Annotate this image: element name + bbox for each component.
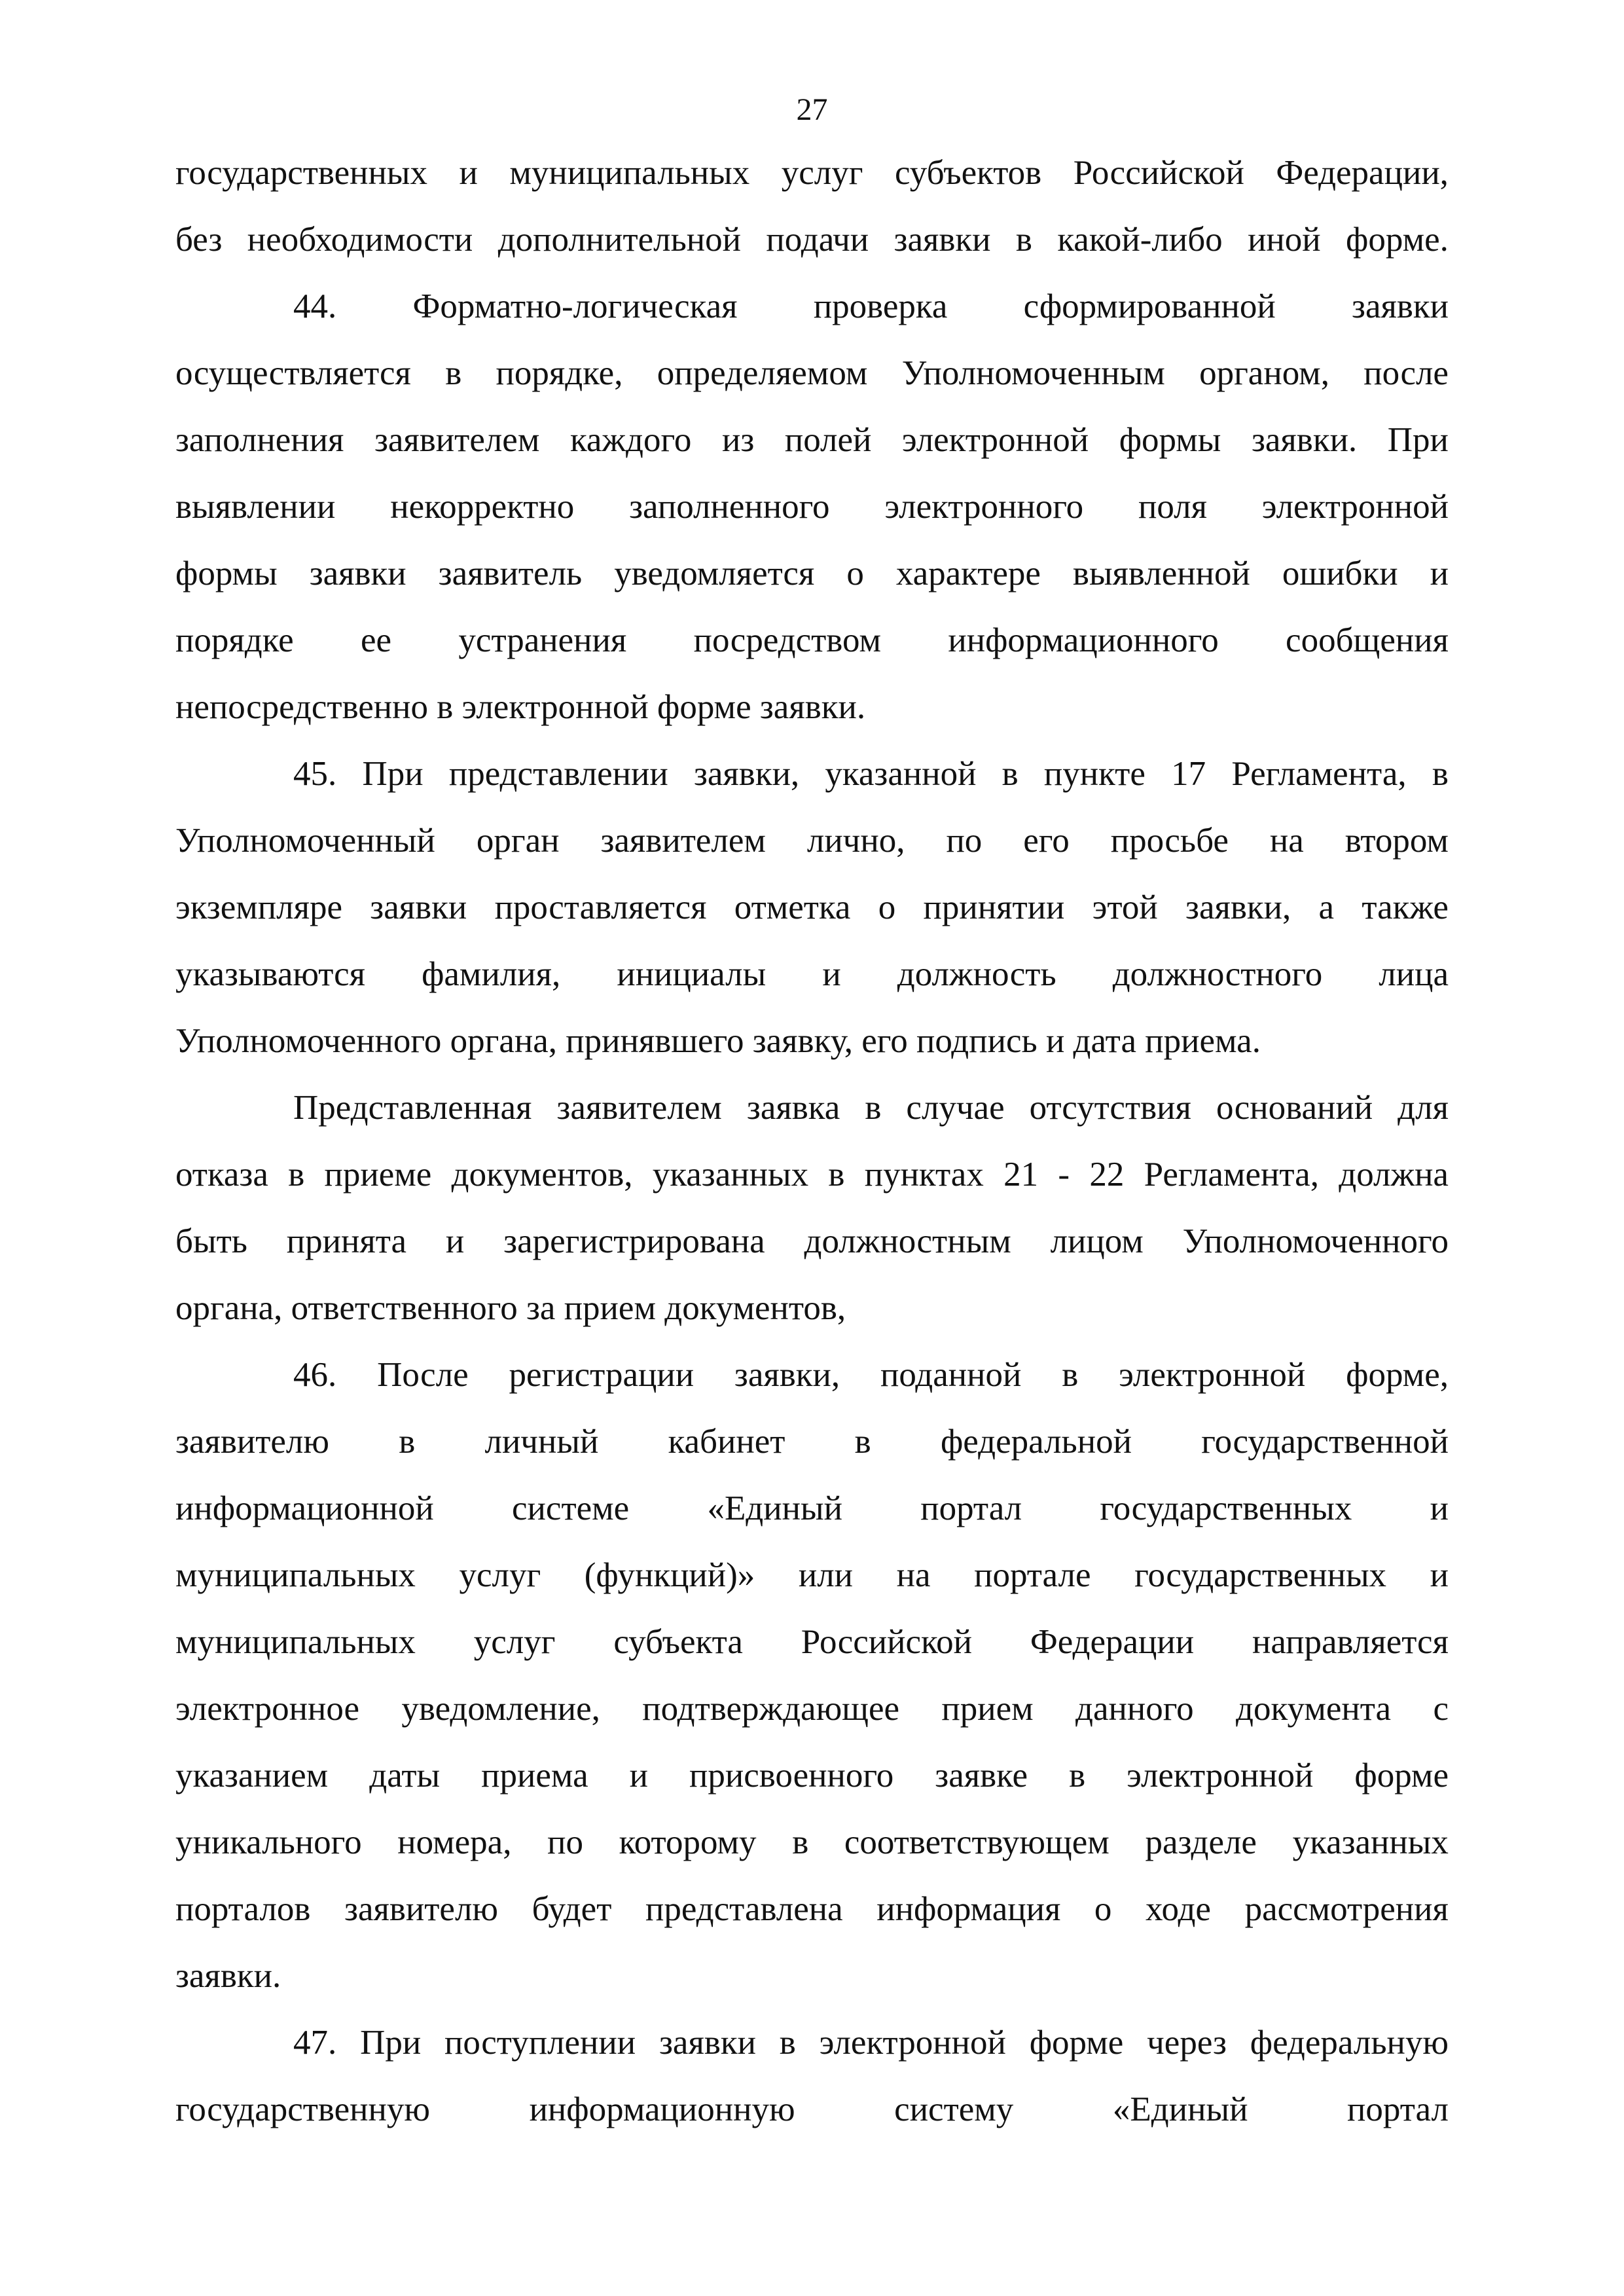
text-line <box>175 1341 1449 1408</box>
word: заявки <box>309 555 406 592</box>
word: 22 <box>1089 1156 1125 1194</box>
word: также <box>1362 888 1449 926</box>
word: принята <box>286 1222 407 1260</box>
word: должна <box>1339 1156 1449 1194</box>
word: соответствующем <box>844 1823 1110 1861</box>
word: заявки, <box>693 755 800 793</box>
word: муниципальных <box>175 1556 416 1594</box>
word: на <box>1269 822 1304 860</box>
word: в <box>399 1423 416 1461</box>
word: дополнительной <box>497 221 742 259</box>
word: заявителем <box>600 822 766 860</box>
word: разделе <box>1145 1823 1257 1861</box>
word: заявке <box>935 1757 1028 1795</box>
word: порталов <box>175 1890 311 1928</box>
word: электронной <box>1261 488 1449 526</box>
text-line <box>175 807 1449 874</box>
word: уведомляется <box>614 555 815 592</box>
word: заявки <box>1352 287 1449 325</box>
page-number: 27 <box>796 92 828 127</box>
word: в <box>1015 221 1032 259</box>
word: быть <box>175 1222 247 1260</box>
word: 47. <box>293 2024 337 2062</box>
word: поля <box>1138 488 1207 526</box>
text-line <box>175 1675 1449 1742</box>
text-line <box>175 407 1449 473</box>
word: данного <box>1075 1690 1194 1728</box>
word: сформированной <box>1023 287 1276 325</box>
word: указанной <box>825 755 977 793</box>
word: просьбе <box>1110 822 1229 860</box>
word: услуг <box>473 1623 556 1661</box>
word: пунктах <box>864 1156 984 1194</box>
word: на <box>896 1556 931 1594</box>
word: будет <box>532 1890 612 1928</box>
text-line <box>175 1542 1449 1609</box>
word: портале <box>974 1556 1091 1594</box>
word: указываются <box>175 955 365 993</box>
word: указанных <box>652 1156 809 1194</box>
word: государственной <box>1201 1423 1449 1461</box>
word: уведомление, <box>401 1690 600 1728</box>
word: заявителем <box>374 421 540 459</box>
text-line <box>175 1141 1449 1208</box>
word: без <box>175 221 223 259</box>
word: органом, <box>1199 354 1329 392</box>
word: по <box>547 1823 583 1861</box>
text-line <box>175 2076 1449 2143</box>
word: государственных <box>1100 1489 1352 1527</box>
word: федеральной <box>940 1423 1132 1461</box>
word: отметка <box>734 888 851 926</box>
word: с <box>1433 1690 1449 1728</box>
word: личный <box>484 1423 599 1461</box>
word: какой-либо <box>1057 221 1223 259</box>
text-line <box>175 540 1449 607</box>
word: приема <box>481 1757 588 1795</box>
word: информационной <box>175 1489 434 1527</box>
word: выявлении <box>175 488 336 526</box>
word: посредством <box>693 621 882 659</box>
word: прием <box>941 1690 1034 1728</box>
word: Уполномоченного <box>1182 1222 1449 1260</box>
word: в <box>288 1156 305 1194</box>
text-line <box>175 2009 1449 2076</box>
word: присвоенного <box>689 1757 894 1795</box>
text-line <box>175 1742 1449 1809</box>
word: муниципальных <box>175 1623 416 1661</box>
word: поданной <box>880 1356 1022 1394</box>
word: муниципальных <box>509 154 750 192</box>
word: его <box>1023 822 1070 860</box>
word: которому <box>619 1823 757 1861</box>
word: заявитель <box>438 555 583 592</box>
word: определяемом <box>657 354 868 392</box>
word: экземпляре <box>175 888 343 926</box>
word: После <box>377 1356 469 1394</box>
word: заполнения <box>175 421 344 459</box>
word: субъекта <box>613 1623 743 1661</box>
word: в <box>779 2024 796 2062</box>
word: некорректно <box>390 488 575 526</box>
word: и <box>1430 1489 1449 1527</box>
word: и <box>445 1222 465 1260</box>
text-line: органа, ответственного за прием документов, <box>175 1289 846 1327</box>
word: указанных <box>1292 1823 1449 1861</box>
word: «Единый <box>707 1489 842 1527</box>
word: информация <box>876 1890 1061 1928</box>
word: выявленной <box>1072 555 1250 592</box>
word: заявки, <box>1185 888 1291 926</box>
word: каждого <box>569 421 692 459</box>
word: в <box>854 1423 871 1461</box>
text-line <box>175 1876 1449 1942</box>
word: орган <box>476 822 560 860</box>
word: заявителем <box>556 1089 722 1127</box>
word: после <box>1363 354 1449 392</box>
word: в <box>865 1089 882 1127</box>
word: подтверждающее <box>642 1690 900 1728</box>
word: принятии <box>923 888 1065 926</box>
text-line: непосредственно в электронной форме заявки. <box>175 688 866 726</box>
word: зарегистрирована <box>503 1222 765 1260</box>
word: должность <box>897 955 1056 993</box>
word: 46. <box>293 1356 337 1394</box>
text-line <box>175 1809 1449 1876</box>
word: документа <box>1236 1690 1392 1728</box>
word: регистрации <box>509 1356 695 1394</box>
word: в <box>1001 755 1019 793</box>
text-line: Уполномоченного органа, принявшего заявку, его подпись и дата приема. <box>175 1022 1261 1060</box>
word: портал <box>920 1489 1022 1527</box>
word: направляется <box>1252 1623 1449 1661</box>
text-line <box>175 1074 1449 1141</box>
word: поступлении <box>444 2024 636 2062</box>
word: При <box>360 2024 422 2062</box>
word: системе <box>512 1489 630 1527</box>
word: случае <box>906 1089 1005 1127</box>
word: отказа <box>175 1156 268 1194</box>
word: 21 <box>1003 1156 1039 1194</box>
word: через <box>1147 2024 1227 2062</box>
word: заявки, <box>734 1356 840 1394</box>
word: портал <box>1347 2090 1449 2128</box>
word: отсутствия <box>1029 1089 1191 1127</box>
word: рассмотрения <box>1244 1890 1449 1928</box>
word: электронное <box>175 1690 360 1728</box>
word: 45. <box>293 755 337 793</box>
text-line <box>175 874 1449 941</box>
word: оснований <box>1216 1089 1373 1127</box>
document-body <box>175 139 1449 2143</box>
word: в <box>1432 755 1449 793</box>
word: заполненного <box>629 488 830 526</box>
word: формы <box>175 555 278 592</box>
word: необходимости <box>247 221 473 259</box>
word: проставляется <box>494 888 707 926</box>
word: услуг <box>459 1556 541 1594</box>
word: этой <box>1092 888 1158 926</box>
word: по <box>946 822 983 860</box>
word: порядке, <box>496 354 623 392</box>
word: втором <box>1344 822 1449 860</box>
text-line <box>175 473 1449 540</box>
word: номера, <box>397 1823 512 1861</box>
word: заявителю <box>175 1423 329 1461</box>
word: федеральную <box>1250 2024 1449 2062</box>
word: в <box>1062 1356 1079 1394</box>
word: а <box>1318 888 1335 926</box>
word: о <box>1094 1890 1112 1928</box>
word: о <box>878 888 896 926</box>
word: 17 <box>1171 755 1206 793</box>
word: сообщения <box>1286 621 1449 659</box>
word: в <box>828 1156 845 1194</box>
word: При <box>362 755 424 793</box>
word: Российской <box>801 1623 972 1661</box>
word: (функций)» <box>584 1556 755 1594</box>
word: Федерации <box>1030 1623 1195 1661</box>
word: систему <box>894 2090 1014 2128</box>
word: форме <box>1354 1757 1449 1795</box>
word: Уполномоченным <box>901 354 1165 392</box>
text-line <box>175 1208 1449 1275</box>
word: электронного <box>884 488 1084 526</box>
word: проверка <box>813 287 948 325</box>
text-line <box>175 139 1449 206</box>
text-line: заявки. <box>175 1957 281 1995</box>
word: форме <box>1029 2024 1124 2062</box>
word: - <box>1058 1156 1070 1194</box>
word: и <box>1430 555 1449 592</box>
word: лично, <box>806 822 905 860</box>
word: о <box>846 555 864 592</box>
word: и <box>459 154 478 192</box>
word: государственную <box>175 2090 430 2128</box>
word: Российской <box>1073 154 1244 192</box>
word: для <box>1398 1089 1449 1127</box>
word: или <box>798 1556 854 1594</box>
word: Представленная <box>293 1089 532 1127</box>
text-line <box>175 1475 1449 1542</box>
word: порядке <box>175 621 294 659</box>
word: заявителю <box>344 1890 498 1928</box>
word: и <box>1430 1556 1449 1594</box>
word: форме. <box>1346 221 1449 259</box>
word: должностного <box>1112 955 1323 993</box>
word: полей <box>784 421 872 459</box>
word: заявка <box>746 1089 840 1127</box>
word: заявки. <box>1251 421 1358 459</box>
word: в <box>792 1823 809 1861</box>
word: пункте <box>1043 755 1146 793</box>
word: 44. <box>293 287 337 325</box>
word: приеме <box>324 1156 432 1194</box>
word: должностным <box>804 1222 1011 1260</box>
text-line <box>175 740 1449 807</box>
word: ходе <box>1146 1890 1211 1928</box>
text-line <box>175 941 1449 1008</box>
word: ее <box>361 621 392 659</box>
word: и <box>629 1757 648 1795</box>
text-line <box>175 206 1449 273</box>
text-line <box>175 273 1449 340</box>
word: иной <box>1248 221 1321 259</box>
word: в <box>445 354 462 392</box>
word: заявки <box>370 888 467 926</box>
word: электронной <box>1119 1356 1306 1394</box>
word: в <box>1069 1757 1086 1795</box>
word: даты <box>369 1757 441 1795</box>
word: электронной <box>901 421 1089 459</box>
word: подачи <box>766 221 869 259</box>
word: кабинет <box>668 1423 785 1461</box>
text-line <box>175 607 1449 674</box>
word: Форматно-логическая <box>412 287 738 325</box>
text-line <box>175 1609 1449 1675</box>
word: лицом <box>1050 1222 1144 1260</box>
word: представлена <box>645 1890 843 1928</box>
word: государственных <box>175 154 427 192</box>
word: формы <box>1119 421 1221 459</box>
word: При <box>1387 421 1449 459</box>
word: «Единый <box>1112 2090 1248 2128</box>
word: информационного <box>948 621 1219 659</box>
word: представлении <box>448 755 668 793</box>
word: инициалы <box>617 955 767 993</box>
word: электронной <box>819 2024 1006 2062</box>
word: лица <box>1379 955 1449 993</box>
word: Регламента, <box>1144 1156 1319 1194</box>
word: указанием <box>175 1757 329 1795</box>
word: фамилия, <box>422 955 561 993</box>
word: форме, <box>1346 1356 1449 1394</box>
word: осуществляется <box>175 354 411 392</box>
word: устранения <box>458 621 627 659</box>
word: заявки <box>893 221 991 259</box>
word: уникального <box>175 1823 362 1861</box>
word: Федерации, <box>1276 154 1449 192</box>
word: из <box>721 421 755 459</box>
word: государственных <box>1134 1556 1387 1594</box>
text-line <box>175 340 1449 407</box>
word: Уполномоченный <box>175 822 435 860</box>
word: субъектов <box>894 154 1042 192</box>
word: документов, <box>451 1156 633 1194</box>
word: характере <box>895 555 1041 592</box>
word: электронной <box>1127 1757 1314 1795</box>
word: информационную <box>529 2090 795 2128</box>
word: заявки <box>659 2024 756 2062</box>
word: и <box>822 955 841 993</box>
word: Регламента, <box>1231 755 1407 793</box>
text-line <box>175 1408 1449 1475</box>
word: ошибки <box>1282 555 1398 592</box>
word: услуг <box>781 154 863 192</box>
